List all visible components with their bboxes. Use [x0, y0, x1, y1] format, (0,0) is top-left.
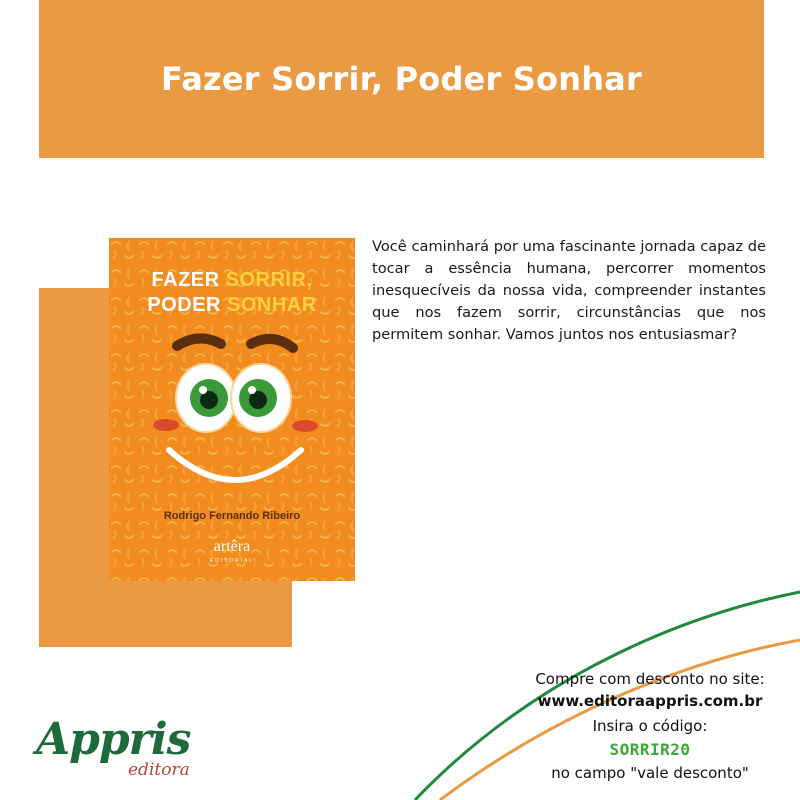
promo-text-code: Insira o código:: [592, 717, 708, 735]
discount-code[interactable]: SORRIR20: [609, 740, 691, 759]
cover-author: Rodrigo Fernando Ribeiro: [163, 510, 301, 522]
page-title: Fazer Sorrir, Poder Sonhar: [161, 60, 642, 98]
appris-logo[interactable]: [28, 710, 208, 790]
promo-text-field: no campo "vale desconto": [551, 764, 749, 782]
website-link[interactable]: www.editoraappris.com.br: [537, 692, 763, 710]
cover-publisher: artêra: [213, 538, 251, 555]
book-synopsis: Você caminhará por uma fascinante jornada capaz de tocar a essência humana, percorrer momentos inesquecíveis da nossa vida, compreender instantes que nos fazem sorrir, circunstâncias que nos permitem sonhar. Vamos juntos nos entusiasmar?: [372, 238, 766, 343]
cover-publisher-sub: EDITORIAL: [209, 558, 255, 564]
cover-title-line1: FAZER SORRIR,: [151, 269, 313, 291]
logo-sub-text: editora: [128, 760, 190, 780]
discount-promo: [500, 668, 800, 784]
promo-text-site: Compre com desconto no site:: [535, 670, 765, 688]
cover-title-line2: PODER SONHAR: [147, 294, 317, 316]
logo-main-text: Appris: [36, 714, 191, 765]
